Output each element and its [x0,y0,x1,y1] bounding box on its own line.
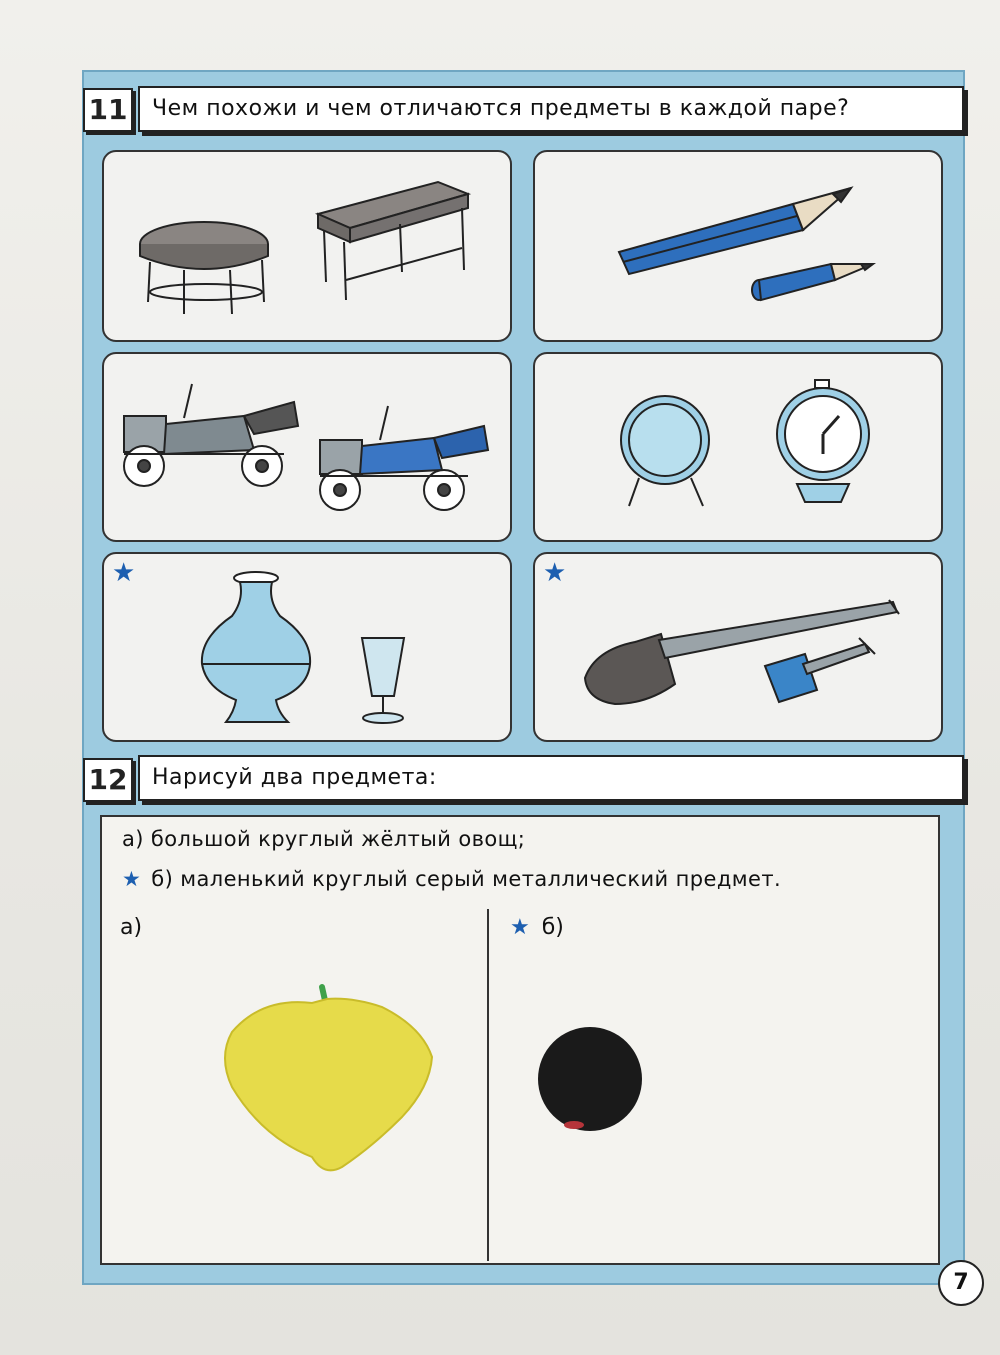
page-number: 7 [938,1260,984,1306]
panel-mirror-clock [533,352,943,542]
panel-vase-glass [102,552,512,742]
alarm-clock-icon [777,380,869,502]
star-icon: ★ [510,915,530,940]
item-b-text: б) маленький круглый серый металлический предмет. [151,867,782,891]
long-pencil-icon [619,188,851,274]
task-number-11: 11 [83,88,133,132]
item-a-text: а) большой круглый жёлтый овощ; [122,827,526,851]
drawn-black-ball [538,1027,642,1131]
drawing-area [100,815,940,1265]
vase-icon [202,572,310,722]
task-title-12: Нарисуй два предмета: [138,755,964,801]
panel-cars [102,352,512,542]
star-icon: ★ [543,558,567,588]
panel-shovels [533,552,943,742]
glass-icon [362,638,404,723]
star-icon: ★ [112,558,136,588]
small-scoop-icon [765,638,875,702]
short-pencil-icon [752,264,873,300]
round-stool-icon [140,222,268,314]
panel-stools [102,150,512,342]
old-car-grey-icon [124,384,298,486]
square-stool-icon [318,182,468,300]
task-title-11: Чем похожи и чем отличаются предметы в каждой паре? [138,86,964,132]
column-b-letter: б) [541,915,564,940]
round-mirror-icon [621,396,709,506]
old-car-blue-icon [320,406,488,510]
drawn-yellow-vegetable [225,987,432,1170]
panel-pencils [533,150,943,342]
star-icon: ★ [122,867,142,891]
column-a-label: а) [120,915,143,940]
task-number-12: 12 [83,758,133,802]
